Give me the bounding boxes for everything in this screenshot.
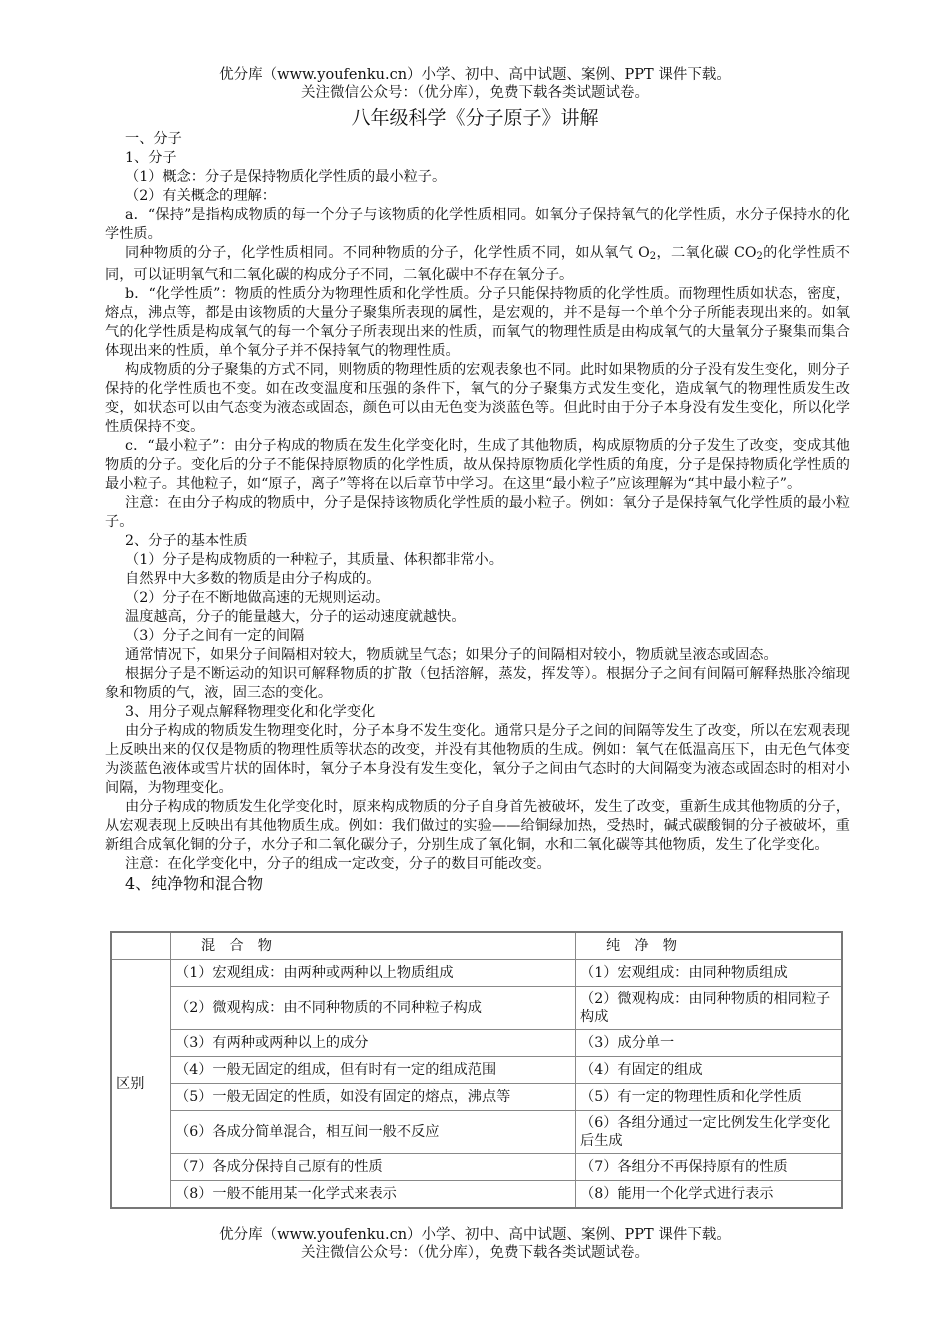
table-cell: （5）一般无固定的性质，如没有固定的熔点，沸点等 — [171, 1084, 576, 1111]
footer-line-1: 优分库（www.youfenku.cn）小学、初中、高中试题、案例、PPT 课件下载。 — [219, 1227, 731, 1243]
paragraph-temperature: 温度越高，分子的能量越大，分子的运动速度就越快。 — [125, 609, 466, 625]
paragraph-property-1: （1）分子是构成物质的一种粒子，其质量、体积都非常小。 — [125, 552, 503, 568]
paragraph-chemical-change: 由分子构成的物质发生化学变化时，原来构成物质的分子自身首先被破坏，发生了改变，重新生成其他物质的分子，从宏观表现上反映出有其他物质生成。例如：我们做过的实验——给铜绿加热，受热时，碱式碳酸铜的分子被破坏，重新组合成氧化铜的分子，水分子和二氧化碳分子，分别生成了氧化铜，水和二氧化碳等其他物质，发生了化学变化。 — [105, 799, 850, 853]
paragraph-property-3: （3）分子之间有一定的间隔 — [125, 628, 305, 644]
page-header — [0, 66, 950, 102]
table-cell: （2）微观构成：由不同种物质的不同种粒子构成 — [171, 987, 576, 1030]
paragraph-physical-change: 由分子构成的物质发生物理变化时，分子本身不发生变化。通常只是分子之间的间隔等发生了改变，所以在宏观表现上反映出来的仅仅是物质的物理性质等状态的改变，并没有其他物质的生成。例如：氧气在低温高压下，由无色气体变为淡蓝色液体或雪片状的固体时，氧分子本身没有发生变化，氧分子之间由气态时的大间隔变为液态或固态时的相对小间隔，为物理变化。 — [105, 723, 850, 796]
table-row — [111, 1057, 842, 1084]
paragraph-nature: 自然界中大多数的物质是由分子构成的。 — [125, 571, 381, 587]
table-row — [111, 1181, 842, 1209]
text-fragment: 同种物质的分子，化学性质相同。不同种物质的分子，化学性质不同，如从氧气 O — [125, 245, 650, 261]
paragraph-understanding: （2）有关概念的理解： — [125, 188, 276, 204]
paragraph-note-2: 注意：在化学变化中，分子的组成一定改变，分子的数目可能改变。 — [125, 856, 551, 872]
text-fragment: 的化学性质不同，可以证明氧气和二氧化碳的构成分子不同，二氧化碳中不存在氧分子。 — [105, 245, 850, 283]
table-header-cell — [171, 932, 576, 960]
subheading-changes: 3、用分子观点解释物理变化和化学变化 — [125, 704, 376, 720]
table-cell: （7）各成分保持自己原有的性质 — [171, 1154, 576, 1181]
paragraph-gathering: 构成物质的分子聚集的方式不同，则物质的物理性质的宏观表象也不同。此时如果物质的分子没有发生变化，则分子保持的化学性质也不变。如在改变温度和压强的条件下，氧气的分子聚集方式发生变化，造成氧气的物理性质发生改变，如状态可以由气态变为液态或固态，颜色可以由无色变为淡蓝色等。但此时由于分子本身没有发生变化，所以化学性质保持不变。 — [105, 362, 850, 435]
page-title: 八年级科学《分子原子》讲解 — [351, 107, 599, 129]
table-cell: （8）一般不能用某一化学式来表示 — [171, 1181, 576, 1209]
header-line-1: 优分库（www.youfenku.cn）小学、初中、高中试题、案例、PPT 课件下载。 — [219, 67, 731, 83]
table-row — [111, 1084, 842, 1111]
table-cell: （4）一般无固定的组成，但有时有一定的组成范围 — [171, 1057, 576, 1084]
paragraph-c: c．“最小粒子”：由分子构成的物质在发生化学变化时，生成了其他物质，构成原物质的分子发生了改变，变成其他物质的分子。变化后的分子不能保持原物质的化学性质，故从保持原物质化学性质的角度，分子是保持物质化学性质的最小粒子。其他粒子，如“原子，离子”等将在以后章节中学习。在这里“最小粒子”应该理解为“其中最小粒子”。 — [105, 438, 850, 492]
page-footer — [0, 1226, 950, 1262]
subscript: 2 — [756, 251, 763, 262]
table-row — [111, 960, 842, 987]
table-cell: （1）宏观组成：由同种物质组成 — [576, 960, 843, 987]
table-cell: （6）各成分简单混合，相互间一般不反应 — [171, 1111, 576, 1154]
paragraph-gap: 通常情况下，如果分子间隔相对较大，物质就呈气态；如果分子的间隔相对较小，物质就呈液态或固态。 — [125, 647, 778, 663]
table-cell: （7）各组分不再保持原有的性质 — [576, 1154, 843, 1181]
table-row — [111, 987, 842, 1030]
paragraph-note-1: 注意：在由分子构成的物质中，分子是保持该物质化学性质的最小粒子。例如：氧分子是保持氧气化学性质的最小粒子。 — [105, 495, 850, 530]
header-pure: 纯 净 物 — [606, 938, 677, 954]
header-mixture: 混 合 物 — [201, 938, 272, 954]
table-cell: （1）宏观组成：由两种或两种以上物质组成 — [171, 960, 576, 987]
text-fragment: ，二氧化碳 CO — [656, 245, 757, 261]
table-cell: （3）成分单一 — [576, 1030, 843, 1057]
footer-line-2: 关注微信公众号：（优分库），免费下载各类试题试卷。 — [301, 1245, 649, 1261]
document-body — [105, 130, 850, 894]
paragraph-same-substance — [105, 244, 850, 285]
table-header-cell — [111, 932, 171, 960]
table-row — [111, 1111, 842, 1154]
table-cell: （2）微观构成：由同种物质的相同粒子构成 — [576, 987, 843, 1030]
comparison-table — [110, 931, 843, 1209]
paragraph-a: a．“保持”是指构成物质的每一个分子与该物质的化学性质相同。如氧分子保持氧气的化学性质，水分子保持水的化学性质。 — [105, 207, 850, 242]
paragraph-b: b．“化学性质”：物质的性质分为物理性质和化学性质。分子只能保持物质的化学性质。而物理性质如状态，密度，熔点，沸点等，都是由该物质的大量分子聚集所表现的属性，是宏观的，并不是每一个单个分子所能表现出来的。如氧气的化学性质是构成氧气的每一个氧分子所表现出来的性质，而氧气的物理性质是由构成氧气的大量氧分子聚集而集合体现出来的性质，单个氧分子并不保持氧气的物理性质。 — [105, 286, 850, 359]
header-line-2: 关注微信公众号：（优分库），免费下载各类试题试卷。 — [301, 85, 649, 101]
table-row — [111, 1030, 842, 1057]
table-row — [111, 1154, 842, 1181]
paragraph-property-2: （2）分子在不断地做高速的无规则运动。 — [125, 590, 390, 606]
table-cell: （4）有固定的组成 — [576, 1057, 843, 1084]
subscript: 2 — [649, 251, 657, 262]
table-cell: （6）各组分通过一定比例发生化学变化后生成 — [576, 1111, 843, 1154]
table-cell: （8）能用一个化学式进行表示 — [576, 1181, 843, 1209]
subheading-properties: 2、分子的基本性质 — [125, 533, 248, 549]
table-header-row — [111, 932, 842, 960]
table-cell: （5）有一定的物理性质和化学性质 — [576, 1084, 843, 1111]
paragraph-concept: （1）概念：分子是保持物质化学性质的最小粒子。 — [125, 169, 447, 185]
row-label-cell: 区别 — [111, 960, 171, 1209]
section-heading-1: 一、分子 — [125, 131, 182, 147]
subheading-molecule: 1、分子 — [125, 150, 177, 166]
subheading-pure-mixture: 4、纯净物和混合物 — [125, 874, 264, 893]
table-header-cell — [576, 932, 843, 960]
table-cell: （3）有两种或两种以上的成分 — [171, 1030, 576, 1057]
paragraph-diffusion: 根据分子是不断运动的知识可解释物质的扩散（包括溶解，蒸发，挥发等）。根据分子之间有间隔可解释热胀冷缩现象和物质的气，液，固三态的变化。 — [105, 666, 850, 701]
